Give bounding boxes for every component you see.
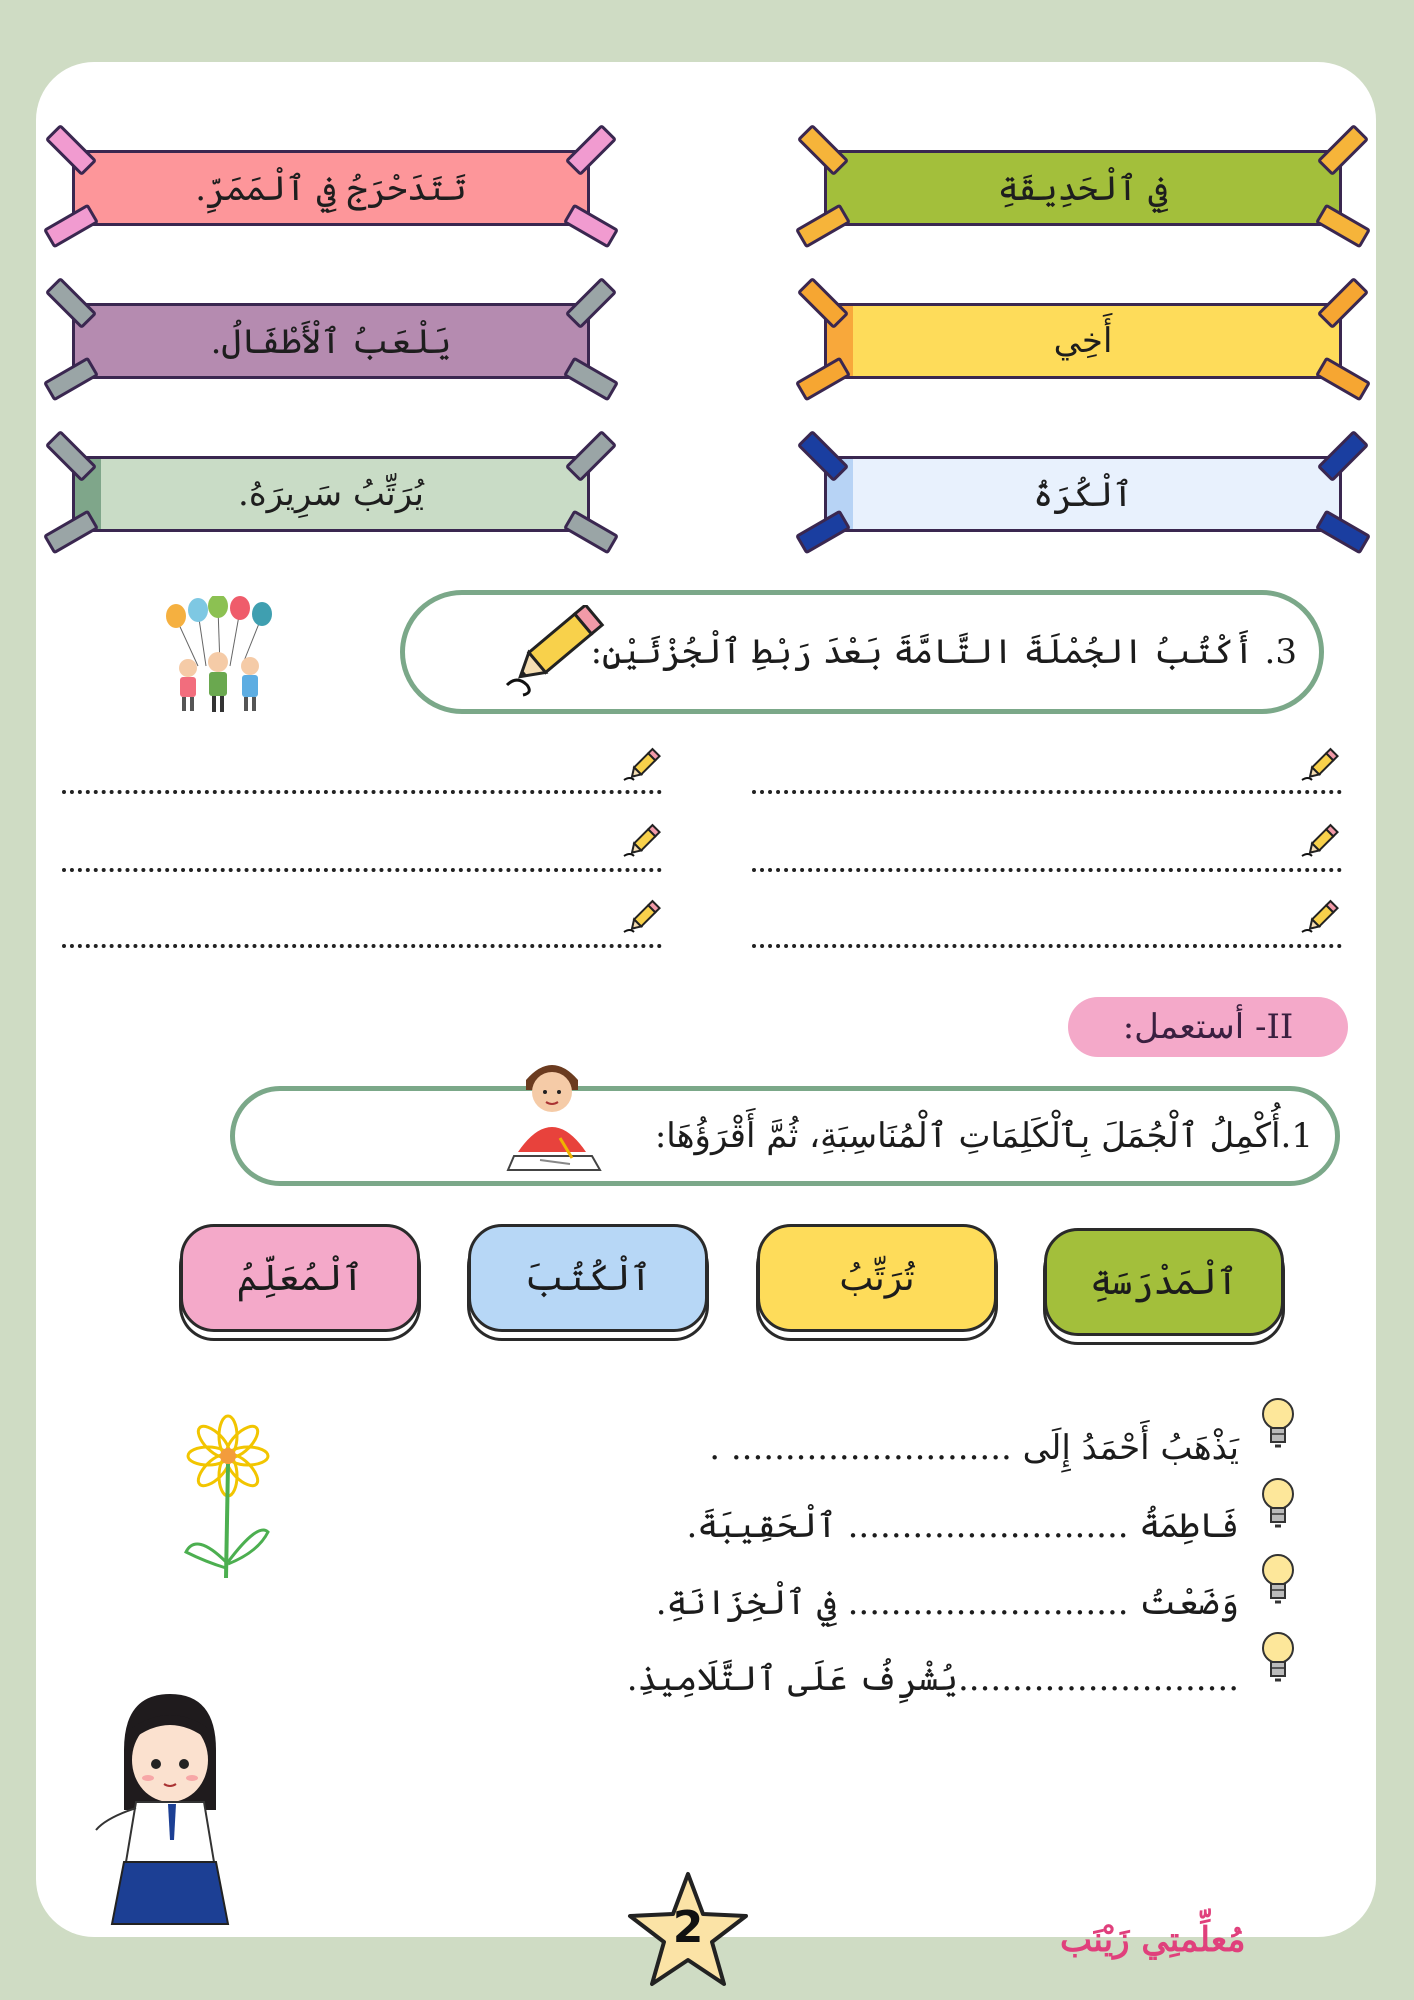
fill-in-sentence[interactable]: وَضَعْتُ .......................... فِي ٱلْخِزَانَةِ. — [655, 1583, 1239, 1623]
ribbon-right-2[interactable] — [824, 303, 1342, 379]
writing-line[interactable] — [62, 868, 662, 872]
pencil-icon — [1300, 820, 1344, 864]
lightbulb-icon — [1258, 1474, 1298, 1532]
ribbon-text: ٱلْكُرَةُ — [1033, 474, 1133, 515]
fill-in-sentence[interactable]: فَاطِمَةُ .......................... ٱلْحَقِيبَةَ. — [686, 1506, 1239, 1546]
task3-instruction — [400, 590, 1324, 714]
word-chip[interactable]: ٱلْمَدْرَسَةِ — [1044, 1228, 1284, 1336]
word-chip[interactable]: تُرَتِّبُ — [757, 1224, 997, 1332]
pencil-icon — [622, 820, 666, 864]
ribbon-left-3[interactable] — [72, 456, 590, 532]
pencil-icon — [1300, 896, 1344, 940]
flower-illustration — [170, 1412, 290, 1588]
pencil-icon — [622, 744, 666, 788]
lightbulb-icon — [1258, 1628, 1298, 1686]
lightbulb-icon — [1258, 1550, 1298, 1608]
ribbon-text: أَخِي — [1053, 321, 1113, 361]
ribbon-text: فِي ٱلْحَدِيقَةِ — [997, 168, 1169, 209]
brand-signature: مُعلِّمتِي زَيْنَب — [1060, 1920, 1246, 1960]
section-heading-use: II- أستعمل: — [1068, 997, 1348, 1057]
schoolgirl-illustration — [92, 1690, 242, 1940]
ribbon-text: تَتَدَحْرَجُ فِي ٱلْمَمَرِّ. — [195, 168, 467, 209]
boy-writing-illustration — [500, 1052, 604, 1172]
ribbon-text: يَلْعَبُ ٱلْأَطْفَالُ. — [210, 321, 452, 362]
ribbon-right-1[interactable] — [824, 150, 1342, 226]
writing-line[interactable] — [62, 944, 662, 948]
writing-line[interactable] — [62, 790, 662, 794]
word-chip[interactable]: ٱلْمُعَلِّمُ — [180, 1224, 420, 1332]
ribbon-text: يُرَتِّبُ سَرِيرَهُ. — [238, 474, 424, 514]
word-chip[interactable]: ٱلْكُتُبَ — [468, 1224, 708, 1332]
ribbon-right-3[interactable] — [824, 456, 1342, 532]
ribbon-left-1[interactable] — [72, 150, 590, 226]
task1-instruction — [230, 1086, 1340, 1186]
pencil-icon — [622, 896, 666, 940]
page-number: 2 — [672, 1902, 704, 1953]
task1-text: 1.أُكْمِلُ ٱلْجُمَلَ بِٱلْكَلِمَاتِ ٱلْمُنَاسِبَةِ، ثُمَّ أَقْرَؤُهَا: — [654, 1116, 1313, 1156]
task3-text: 3. أَكْتُبُ الجُمْلَةَ التَّامَّةَ بَعْدَ رَبْطِ ٱلْجُزْئَيْنِ: — [590, 632, 1297, 672]
writing-line[interactable] — [752, 790, 1342, 794]
ribbon-left-2[interactable] — [72, 303, 590, 379]
writing-line[interactable] — [752, 868, 1342, 872]
fill-in-sentence[interactable]: ..........................يُشْرِفُ عَلَى ٱلتَّلَامِيذِ. — [626, 1659, 1239, 1699]
fill-in-sentence[interactable]: يَذْهَبُ أَحْمَدُ إِلَى .......................... . — [709, 1428, 1239, 1468]
lightbulb-icon — [1258, 1394, 1298, 1452]
writing-line[interactable] — [752, 944, 1342, 948]
kids-balloons-illustration — [158, 596, 282, 714]
pencil-icon — [1300, 744, 1344, 788]
